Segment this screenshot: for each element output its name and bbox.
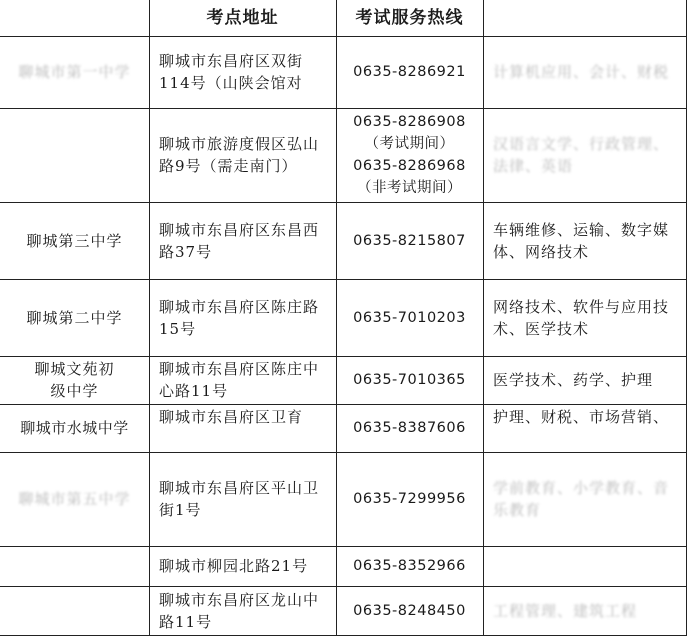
grid-line [0, 452, 687, 453]
grid-line [0, 108, 687, 109]
site-address: 聊城市东昌府区陈庄中心路11号 [159, 360, 320, 400]
site-majors: 工程管理、建筑工程 [493, 602, 638, 620]
table-row-4-phone [336, 356, 483, 404]
site-majors: 计算机应用、会计、财税 [493, 63, 670, 81]
site-majors: 护理、财税、市场营销、 [493, 408, 670, 426]
site-name: 聊城第三中学 [26, 231, 123, 250]
table-row-6-majors [483, 452, 687, 546]
site-phone-list [340, 111, 479, 199]
site-majors: 车辆维修、运输、数字媒体、网络技术 [493, 220, 670, 261]
site-phone-note: （非考试期间） [357, 180, 462, 196]
table-row-8-address [149, 586, 336, 636]
site-phone: 0635-8286908 [353, 114, 466, 130]
site-address: 聊城市东昌府区卫育 [159, 408, 304, 426]
table-row-5-address [149, 404, 336, 452]
header-cell-hotline [336, 0, 483, 36]
grid-line [0, 546, 687, 547]
table-row-5-majors [483, 404, 687, 452]
table-row-3-majors [483, 279, 687, 356]
table-row-6-name [0, 452, 149, 546]
site-phone: 0635-7010365 [353, 372, 466, 388]
site-name: 聊城市水城中学 [20, 419, 129, 437]
table-row-8-majors [483, 586, 687, 636]
grid-line [0, 586, 687, 587]
table-row-3-name [0, 279, 149, 356]
table-row-0-phone [336, 36, 483, 108]
site-address: 聊城市东昌府区龙山中路11号 [159, 591, 320, 631]
grid-line [0, 202, 687, 203]
site-address: 聊城市旅游度假区弘山路9号（需走南门） [159, 135, 320, 175]
grid-line [0, 356, 687, 357]
table-row-0-address [149, 36, 336, 108]
site-phone: 0635-7299956 [353, 491, 466, 507]
table-row-4-address [149, 356, 336, 404]
site-address: 聊城市柳园北路21号 [159, 557, 309, 575]
site-majors: 汉语言文学、行政管理、法律、英语 [493, 135, 670, 175]
table-row-6-phone [336, 452, 483, 546]
table-row-8-name [0, 586, 149, 636]
header-hotline-label: 考试服务热线 [355, 8, 464, 28]
grid-line [0, 279, 687, 280]
table-row-1-majors [483, 108, 687, 202]
site-majors: 学前教育、小学教育、音乐教育 [493, 479, 670, 519]
table-row-7-name [0, 546, 149, 586]
site-phone: 0635-7010203 [353, 309, 466, 326]
site-name: 聊城市第五中学 [18, 490, 131, 508]
site-address: 聊城市东昌府区双街114号（山陕会馆对 [159, 52, 304, 92]
table-row-3-address [149, 279, 336, 356]
site-address: 聊城市东昌府区陈庄路15号 [159, 297, 320, 338]
table-row-1-name [0, 108, 149, 202]
site-phone: 0635-8286968 [353, 158, 466, 174]
grid-line [149, 0, 150, 636]
site-phone: 0635-8387606 [353, 420, 466, 436]
site-majors: 网络技术、软件与应用技术、医学技术 [493, 297, 670, 338]
table-row-2-majors [483, 202, 687, 279]
header-cell-majors [483, 0, 687, 36]
site-name: 聊城文苑初级中学 [34, 360, 115, 400]
table-row-7-address [149, 546, 336, 586]
table-row-7-majors [483, 546, 687, 586]
site-phone: 0635-8248450 [353, 603, 466, 619]
table-row-2-name [0, 202, 149, 279]
header-cell-name [0, 0, 149, 36]
grid-line [336, 0, 337, 636]
grid-line [0, 36, 687, 37]
site-name: 聊城第二中学 [26, 308, 123, 327]
table-row-1-address [149, 108, 336, 202]
grid-line [0, 404, 687, 405]
header-address-label: 考点地址 [206, 8, 279, 28]
site-address: 聊城市东昌府区平山卫街1号 [159, 479, 320, 519]
header-cell-address [149, 0, 336, 36]
table-row-8-phone [336, 586, 483, 636]
table-row-2-phone [336, 202, 483, 279]
site-majors: 医学技术、药学、护理 [493, 371, 654, 389]
site-phone: 0635-8286921 [353, 64, 466, 80]
table-row-6-address [149, 452, 336, 546]
table-row-5-phone [336, 404, 483, 452]
table-row-4-name [0, 356, 149, 404]
table-row-3-phone [336, 279, 483, 356]
table-row-0-name [0, 36, 149, 108]
site-phone: 0635-8352966 [353, 558, 466, 574]
site-address: 聊城市东昌府区东昌西路37号 [159, 220, 320, 261]
grid-line [483, 0, 484, 636]
site-phone-note: （考试期间） [364, 136, 455, 152]
table-row-0-majors [483, 36, 687, 108]
site-name: 聊城市第一中学 [18, 63, 131, 81]
site-phone: 0635-8215807 [353, 232, 466, 249]
table-row-1-phone [336, 108, 483, 202]
table-row-2-address [149, 202, 336, 279]
table-row-7-phone [336, 546, 483, 586]
table-row-4-majors [483, 356, 687, 404]
table-row-5-name [0, 404, 149, 452]
